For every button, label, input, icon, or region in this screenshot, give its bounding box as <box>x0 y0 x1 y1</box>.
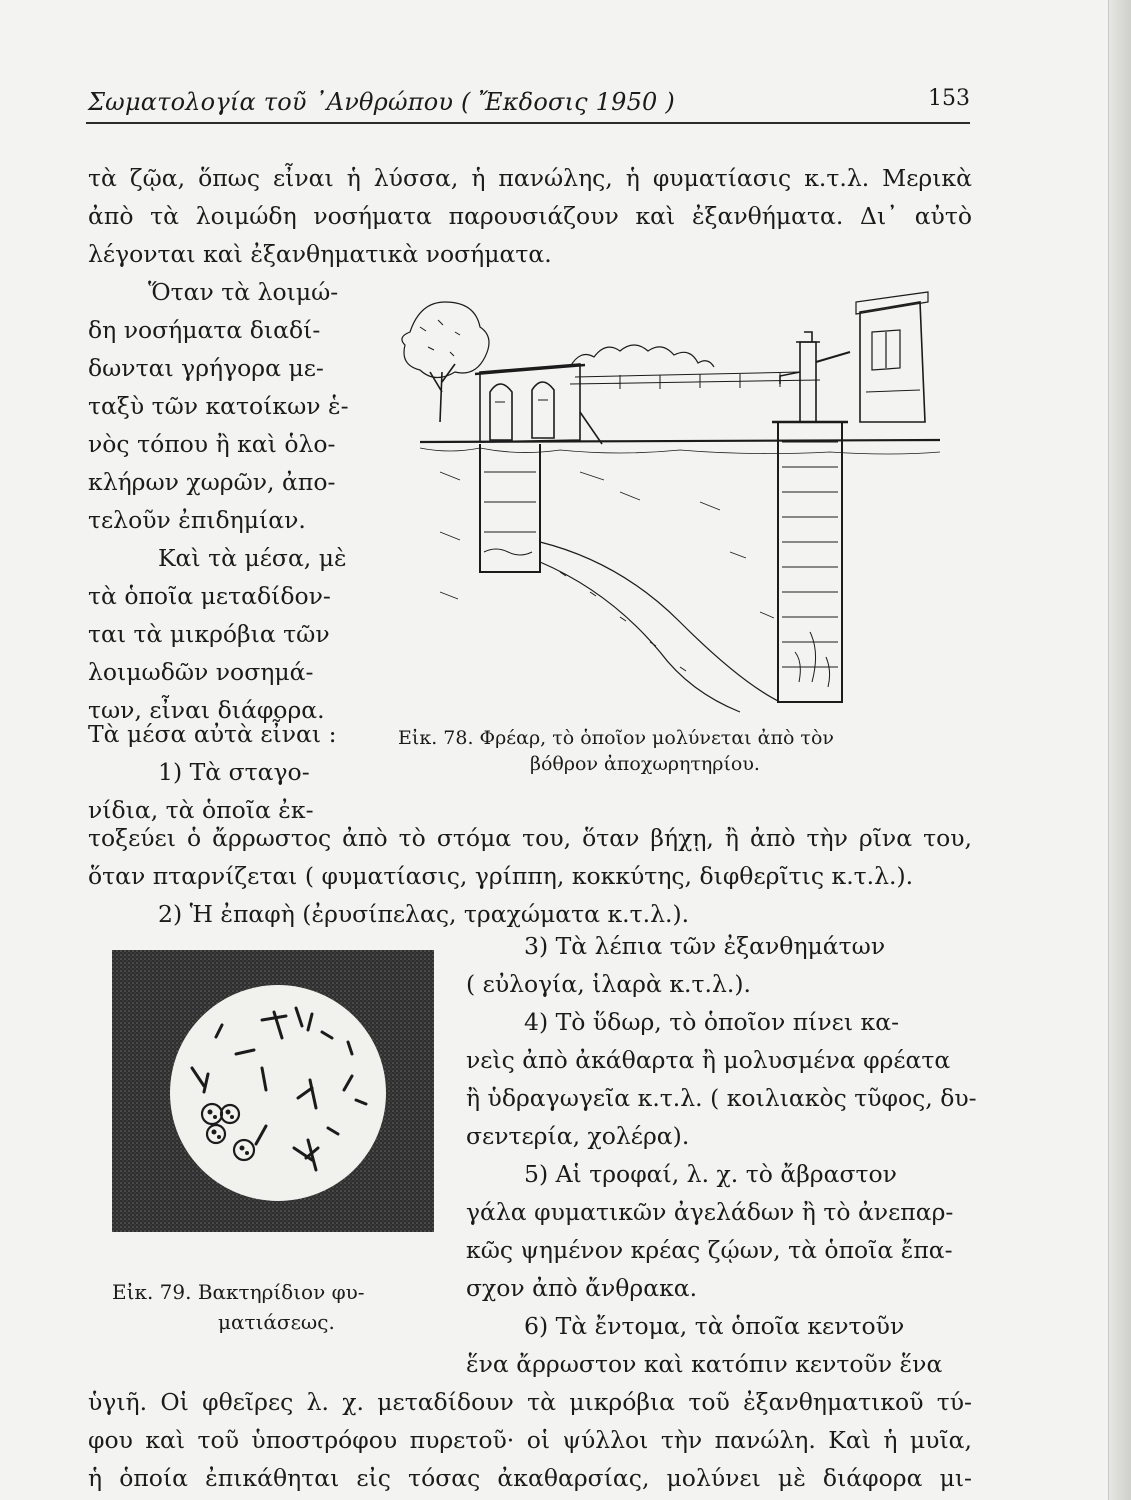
column-line: δωνται γρήγορα με- <box>88 354 324 382</box>
column-line: 6) Τὰ ἔντομα, τὰ ὁποῖα κεντοῦν <box>524 1312 905 1340</box>
well-cesspit-illustration <box>380 272 940 720</box>
column-line: Τὰ μέσα αὐτὰ εἶναι : <box>88 720 337 748</box>
header-rule <box>86 122 970 124</box>
column-line: 1) Τὰ σταγο- <box>158 758 310 786</box>
page-edge <box>1108 0 1131 1500</box>
column-line: ἕνα ἄρρωστον καὶ κατόπιν κεντοῦν ἕνα <box>466 1350 943 1378</box>
column-line: ( εὐλογία, ἱλαρὰ κ.τ.λ.). <box>466 970 751 998</box>
figure-78-caption: Εἰκ. 78. Φρέαρ, τὸ ὁποῖον μολύνεται ἀπὸ τὸν <box>398 727 834 749</box>
column-line: σχον ἀπὸ ἄνθρακα. <box>466 1274 698 1302</box>
body-line: ὅταν πταρνίζεται ( φυματίασις, γρίππη, κοκκύτης, διφθερῖτις κ.τ.λ.). <box>88 862 914 890</box>
column-line: των, εἶναι διάφορα. <box>88 696 325 724</box>
body-line: 2) Ἡ ἐπαφὴ (ἐρυσίπελας, τραχώματα κ.τ.λ.). <box>158 900 690 928</box>
column-line: τὰ ὁποῖα μεταδίδον- <box>88 582 331 610</box>
column-line: Καὶ τὰ μέσα, μὲ <box>158 544 347 572</box>
column-line: τελοῦν ἐπιδημίαν. <box>88 506 306 534</box>
body-line: φου καὶ τοῦ ὑποστρόφου πυρετοῦ· οἱ ψύλλοι τὴν πανώλη. Καὶ ἡ μυῖα, <box>88 1426 972 1454</box>
body-line: ὑγιῆ. Οἱ φθεῖρες λ. χ. μεταδίδουν τὰ μικρόβια τοῦ ἐξανθηματικοῦ τύ- <box>88 1388 972 1416</box>
column-line: νεὶς ἀπὸ ἀκάθαρτα ἢ μολυσμένα φρέατα <box>466 1046 951 1074</box>
column-line: δη νοσήματα διαδί- <box>88 316 321 344</box>
column-line: 5) Αἱ τροφαί, λ. χ. τὸ ἄβραστον <box>524 1160 897 1188</box>
body-line: ἀπὸ τὰ λοιμώδη νοσήματα παρουσιάζουν καὶ ἐξανθήματα. Δι᾿ αὐτὸ <box>88 202 972 230</box>
column-line: γάλα φυματικῶν ἀγελάδων ἢ τὸ ἀνεπαρ- <box>466 1198 954 1226</box>
running-header: Σωματολογία τοῦ ᾿Ανθρώπου ( Ἔκδοσις 1950 ) <box>88 88 675 116</box>
column-line: νὸς τόπου ἢ καὶ ὁλο- <box>88 430 336 458</box>
column-line: 4) Τὸ ὕδωρ, τὸ ὁποῖον πίνει κα- <box>524 1008 900 1036</box>
body-line: ἡ ὁποία ἐπικάθηται εἰς τόσας ἀκαθαρσίας, μολύνει μὲ διάφορα μι- <box>88 1464 972 1492</box>
column-line: ται τὰ μικρόβια τῶν <box>88 620 330 648</box>
column-line: λοιμωδῶν νοσημά- <box>88 658 314 686</box>
column-line: 3) Τὰ λέπια τῶν ἐξανθημάτων <box>524 932 886 960</box>
body-line: λέγονται καὶ ἐξανθηματικὰ νοσήματα. <box>88 240 552 268</box>
tuberculosis-bacillus-micrograph <box>112 950 434 1232</box>
page-number: 153 <box>928 86 970 111</box>
body-line: τὰ ζῷα, ὅπως εἶναι ἡ λύσσα, ἡ πανώλης, ἡ φυματίασις κ.τ.λ. Μερικὰ <box>88 164 972 192</box>
column-line: ἢ ὑδραγωγεῖα κ.τ.λ. ( κοιλιακὸς τῦφος, δυ- <box>466 1084 977 1112</box>
column-line: σεντερία, χολέρα). <box>466 1122 690 1150</box>
column-line: κῶς ψημένον κρέας ζῴων, τὰ ὁποῖα ἔπα- <box>466 1236 953 1264</box>
column-line: νίδια, τὰ ὁποῖα ἐκ- <box>88 796 314 824</box>
figure-79-caption: Εἰκ. 79. Βακτηρίδιον φυ- <box>112 1280 365 1304</box>
column-line: Ὅταν τὰ λοιμώ- <box>148 278 339 306</box>
body-line: τοξεύει ὁ ἄρρωστος ἀπὸ τὸ στόμα του, ὅταν βήχῃ, ἢ ἀπὸ τὴν ρῖνα του, <box>88 824 972 852</box>
figure-78-caption: βόθρον ἀποχωρητηρίου. <box>530 753 760 775</box>
column-line: ταξὺ τῶν κατοίκων ἑ- <box>88 392 349 420</box>
figure-79-caption: ματιάσεως. <box>218 1310 335 1334</box>
column-line: κλήρων χωρῶν, ἀπο- <box>88 468 336 496</box>
